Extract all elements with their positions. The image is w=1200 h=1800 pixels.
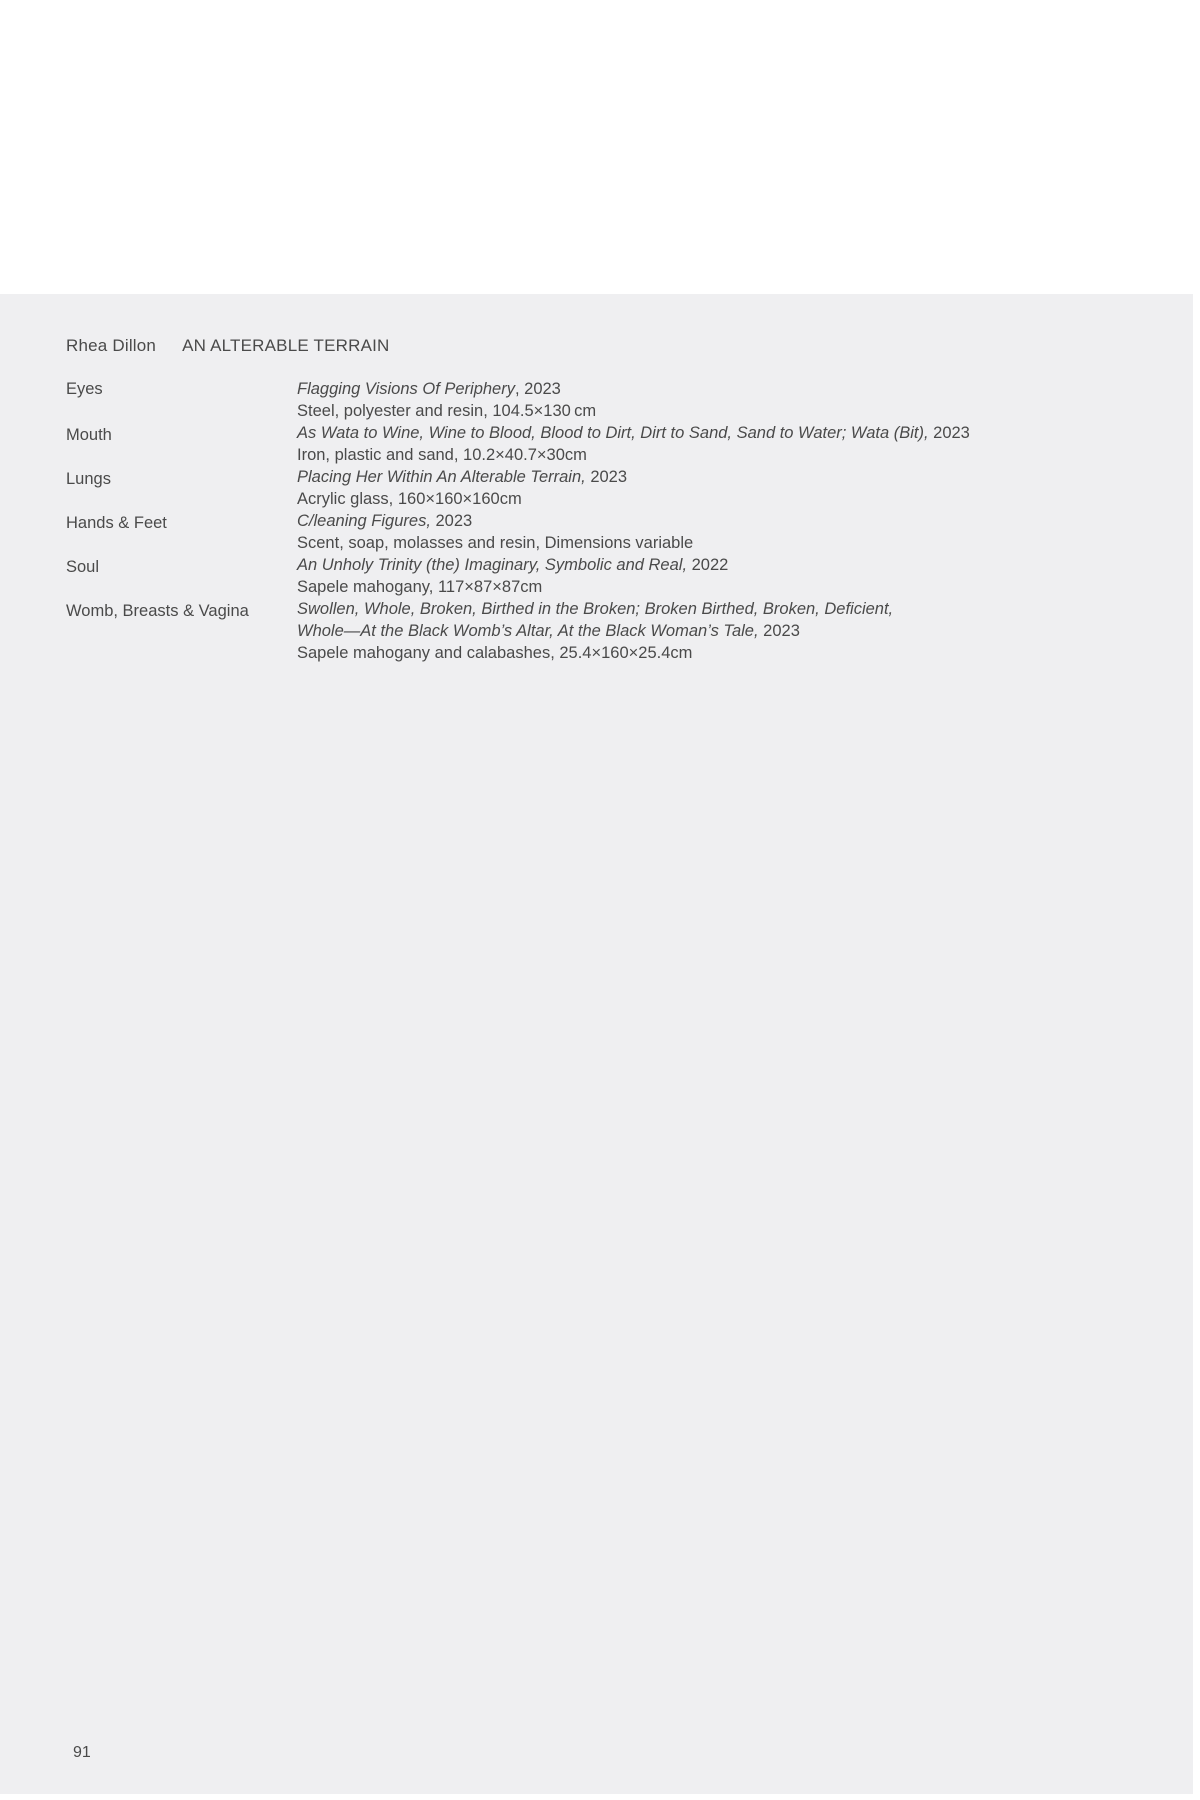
work-materials: Acrylic glass, 160×160×160cm (297, 490, 522, 508)
work-title: Flagging Visions Of Periphery (297, 380, 515, 398)
work-year: , 2023 (514, 380, 561, 398)
exhibition-title: AN ALTERABLE TERRAIN (182, 336, 390, 355)
caption-row-soul (66, 554, 1146, 598)
caption-label: Hands & Feet (66, 514, 167, 532)
caption-body (297, 378, 1146, 422)
work-year: 2023 (758, 622, 800, 640)
work-title-line-1: Swollen, Whole, Broken, Birthed in the Broken; Broken Birthed, Broken, Deficient, (297, 600, 894, 618)
caption-title-line (297, 620, 1146, 642)
caption-title-line (297, 510, 1146, 532)
caption-title-line (297, 554, 1146, 576)
caption-label: Lungs (66, 470, 111, 488)
work-materials: Steel, polyester and resin, 104.5×130 cm (297, 402, 597, 420)
caption-label: Soul (66, 558, 100, 576)
caption-body (297, 466, 1146, 510)
work-title: As Wata to Wine, Wine to Blood, Blood to Dirt, Dirt to Sand, Sand to Water; Wata (Bit), (297, 424, 929, 442)
work-materials: Iron, plastic and sand, 10.2×40.7×30cm (297, 446, 587, 464)
caption-row-hands-feet (66, 510, 1146, 554)
caption-list (66, 378, 1146, 664)
work-year: 2023 (928, 424, 970, 442)
work-materials: Sapele mahogany and calabashes, 25.4×160×25.4cm (297, 644, 693, 662)
caption-body (297, 598, 1146, 664)
artist-name: Rhea Dillon (66, 336, 157, 355)
work-title-line-2: Whole—At the Black Womb’s Altar, At the Black Woman’s Tale, (297, 622, 759, 640)
work-year: 2023 (430, 512, 473, 530)
caption-body (297, 554, 1146, 598)
caption-row-eyes (66, 378, 1146, 422)
caption-label: Womb, Breasts & Vagina (66, 602, 249, 620)
caption-row-womb-breasts-vagina (66, 598, 1146, 664)
caption-body (297, 510, 1146, 554)
page-number: 91 (73, 1744, 91, 1761)
caption-label: Eyes (66, 380, 103, 398)
caption-body (297, 422, 1146, 466)
caption-title-line (297, 422, 1146, 444)
caption-title-line (297, 378, 1146, 400)
caption-row-mouth (66, 422, 1146, 466)
work-materials: Sapele mahogany, 117×87×87cm (297, 578, 543, 596)
work-year: 2023 (585, 468, 628, 486)
caption-title-line (297, 466, 1146, 488)
page-header (66, 336, 390, 356)
caption-label: Mouth (66, 426, 112, 444)
work-title: Placing Her Within An Alterable Terrain, (297, 468, 586, 486)
work-title: C/leaning Figures, (297, 512, 431, 530)
catalogue-page (0, 294, 1193, 1794)
caption-row-lungs (66, 466, 1146, 510)
work-materials: Scent, soap, molasses and resin, Dimensions variable (297, 534, 694, 552)
work-title: An Unholy Trinity (the) Imaginary, Symbolic and Real, (297, 556, 688, 574)
work-year: 2022 (687, 556, 729, 574)
